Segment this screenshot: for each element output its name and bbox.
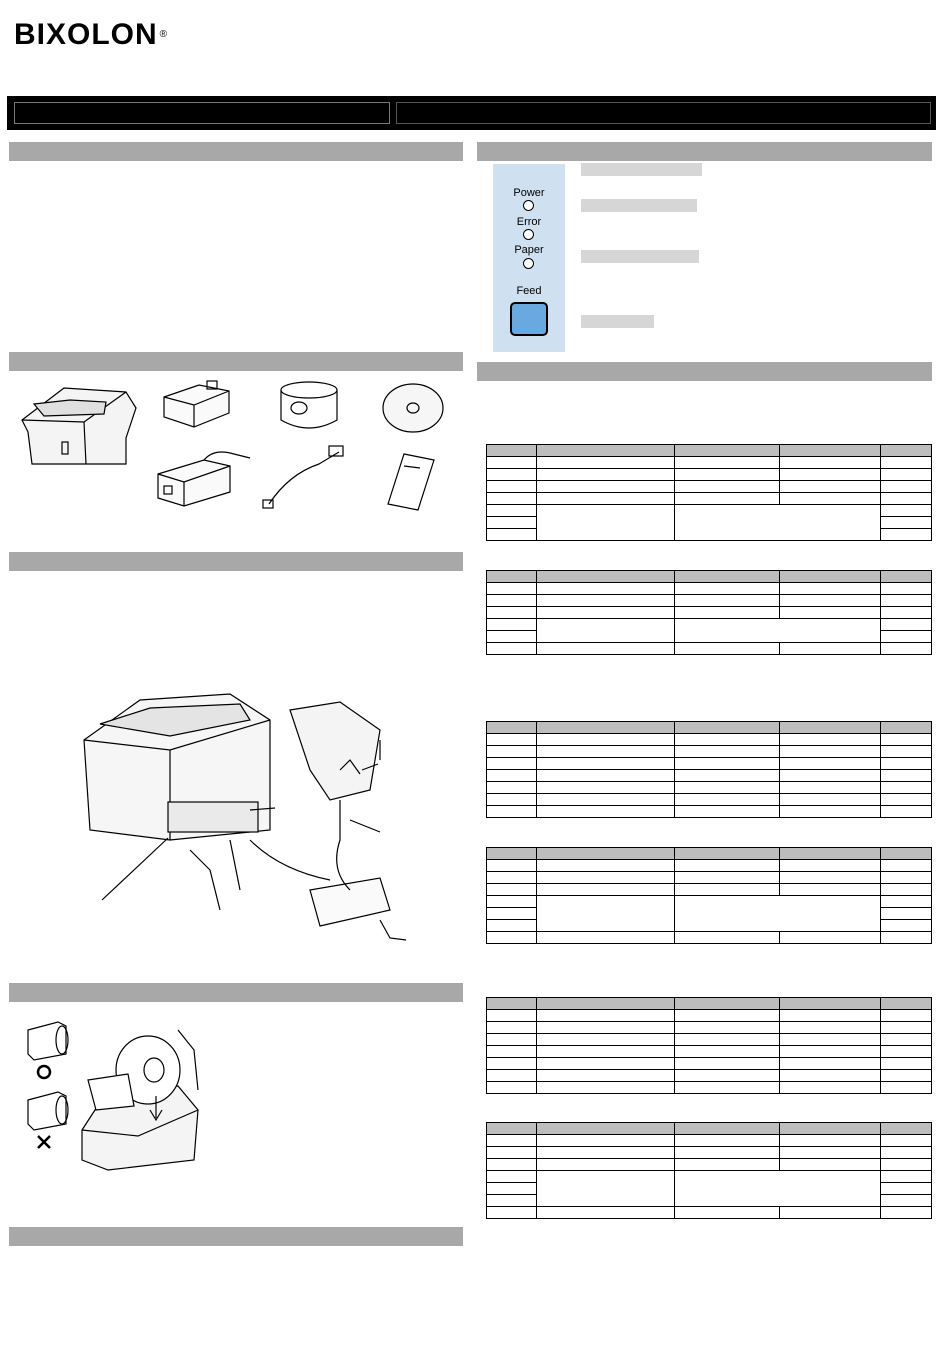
interface-module-icon (164, 381, 229, 427)
section-header-4 (9, 983, 463, 1002)
paper-roll-icon (281, 382, 337, 428)
package-contents (14, 372, 464, 512)
paper-led (523, 258, 534, 269)
feed-button[interactable] (510, 302, 548, 336)
paper-loading-icon (18, 1010, 218, 1180)
section-header-control-panel (477, 142, 932, 161)
power-adapter-icon (158, 452, 250, 506)
dip-table-3 (486, 721, 932, 818)
error-led-label: Error (516, 216, 542, 228)
power-led (523, 200, 534, 211)
section-header-3 (9, 552, 463, 571)
feed-button-label: Feed (516, 285, 542, 297)
power-cord-icon (263, 446, 343, 508)
paper-desc-bar (581, 250, 699, 263)
wrong-mark-icon (38, 1136, 50, 1148)
power-desc-bar (581, 163, 702, 176)
paper-led-label: Paper (514, 244, 544, 256)
connection-diagram-icon (80, 690, 410, 960)
dip-table-2 (486, 570, 932, 655)
cd-icon (383, 384, 443, 432)
printer-icon (22, 388, 136, 464)
dip-table-4 (486, 847, 932, 944)
brand-name: BIXOLON (14, 18, 158, 51)
correct-mark-icon (38, 1066, 50, 1078)
title-bar (7, 96, 936, 130)
title-box-right (396, 102, 931, 124)
title-box-left (14, 102, 390, 124)
dip-table-6 (486, 1122, 932, 1219)
manual-icon (388, 454, 434, 510)
dip-table-5 (486, 997, 932, 1094)
feed-desc-bar (581, 315, 654, 328)
section-header-1 (9, 142, 463, 161)
error-led (523, 229, 534, 240)
section-header-2 (9, 352, 463, 371)
control-panel (493, 164, 565, 352)
power-led-label: Power (513, 187, 545, 199)
section-header-5 (9, 1227, 463, 1246)
brand-logo (14, 18, 168, 52)
dip-table-1 (486, 444, 932, 541)
section-header-dip-switch (477, 362, 932, 381)
error-desc-bar (581, 199, 697, 212)
registered-mark: ® (159, 29, 169, 40)
